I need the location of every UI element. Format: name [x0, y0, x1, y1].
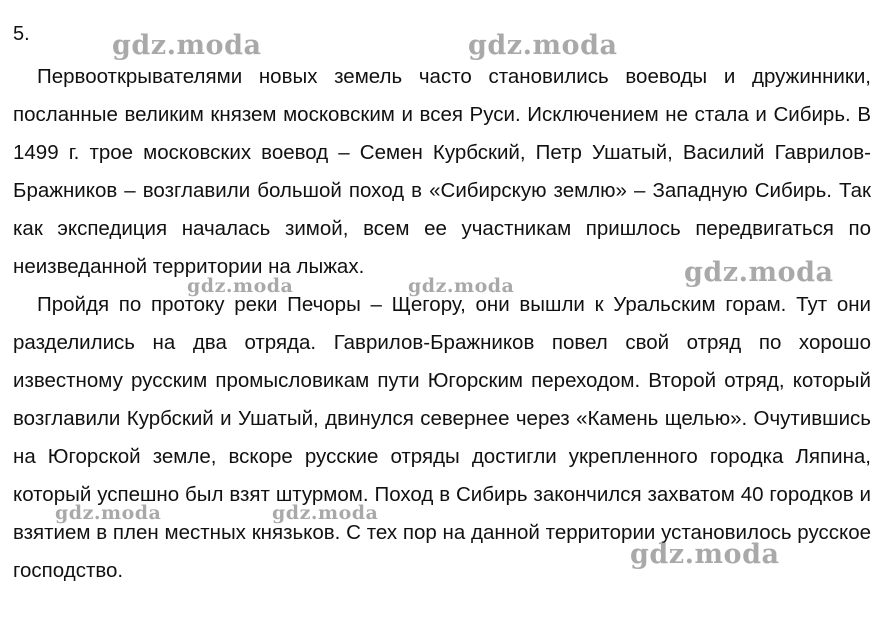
watermark-logo: gdz.moda [408, 275, 515, 297]
paragraph-2: Пройдя по протоку реки Печоры – Щегору, они вышли к Уральским горам. Тут они разделились на два отряда. Гаврилов-Бражников повел свой отряд по хорошо известному русским промысловикам пути Югорским переходом. Второй отряд, который возглавили Курбский и Ушатый, двинулся севернее через «Камень щелью». Очутившись на Югорской земле, вскоре русские отряды достигли укрепленного городка Ляпина, который успешно был взят штурмом. Поход в Сибирь закончился захватом 40 городков и взятием в плен местных князьков. С тех пор на данной территории установилось русское господство. [13, 293, 871, 582]
watermark-logo: gdz.moda [272, 502, 379, 524]
watermark-logo: gdz.moda [630, 539, 780, 570]
watermark-logo: gdz.moda [55, 502, 162, 524]
answer-text [13, 58, 871, 590]
paragraph-1: Первооткрывателями новых земель часто становились воеводы и дружинники, посланные великим князем московским и всея Руси. Исключением не стала и Сибирь. В 1499 г. трое московских воевод – Семен Курбский, Петр Ушатый, Василий Гаврилов-Бражников – возглавили большой поход в «Сибирскую землю» – Западную Сибирь. Так как экспедиция началась зимой, всем ее участникам пришлось передвигаться по неизведанной территории на лыжах. [13, 65, 871, 278]
watermark-logo: gdz.moda [468, 30, 618, 61]
watermark-logo: gdz.moda [684, 257, 834, 288]
watermark-logo: gdz.moda [187, 275, 294, 297]
task-number: 5. [13, 23, 30, 45]
watermark-logo: gdz.moda [112, 30, 262, 61]
